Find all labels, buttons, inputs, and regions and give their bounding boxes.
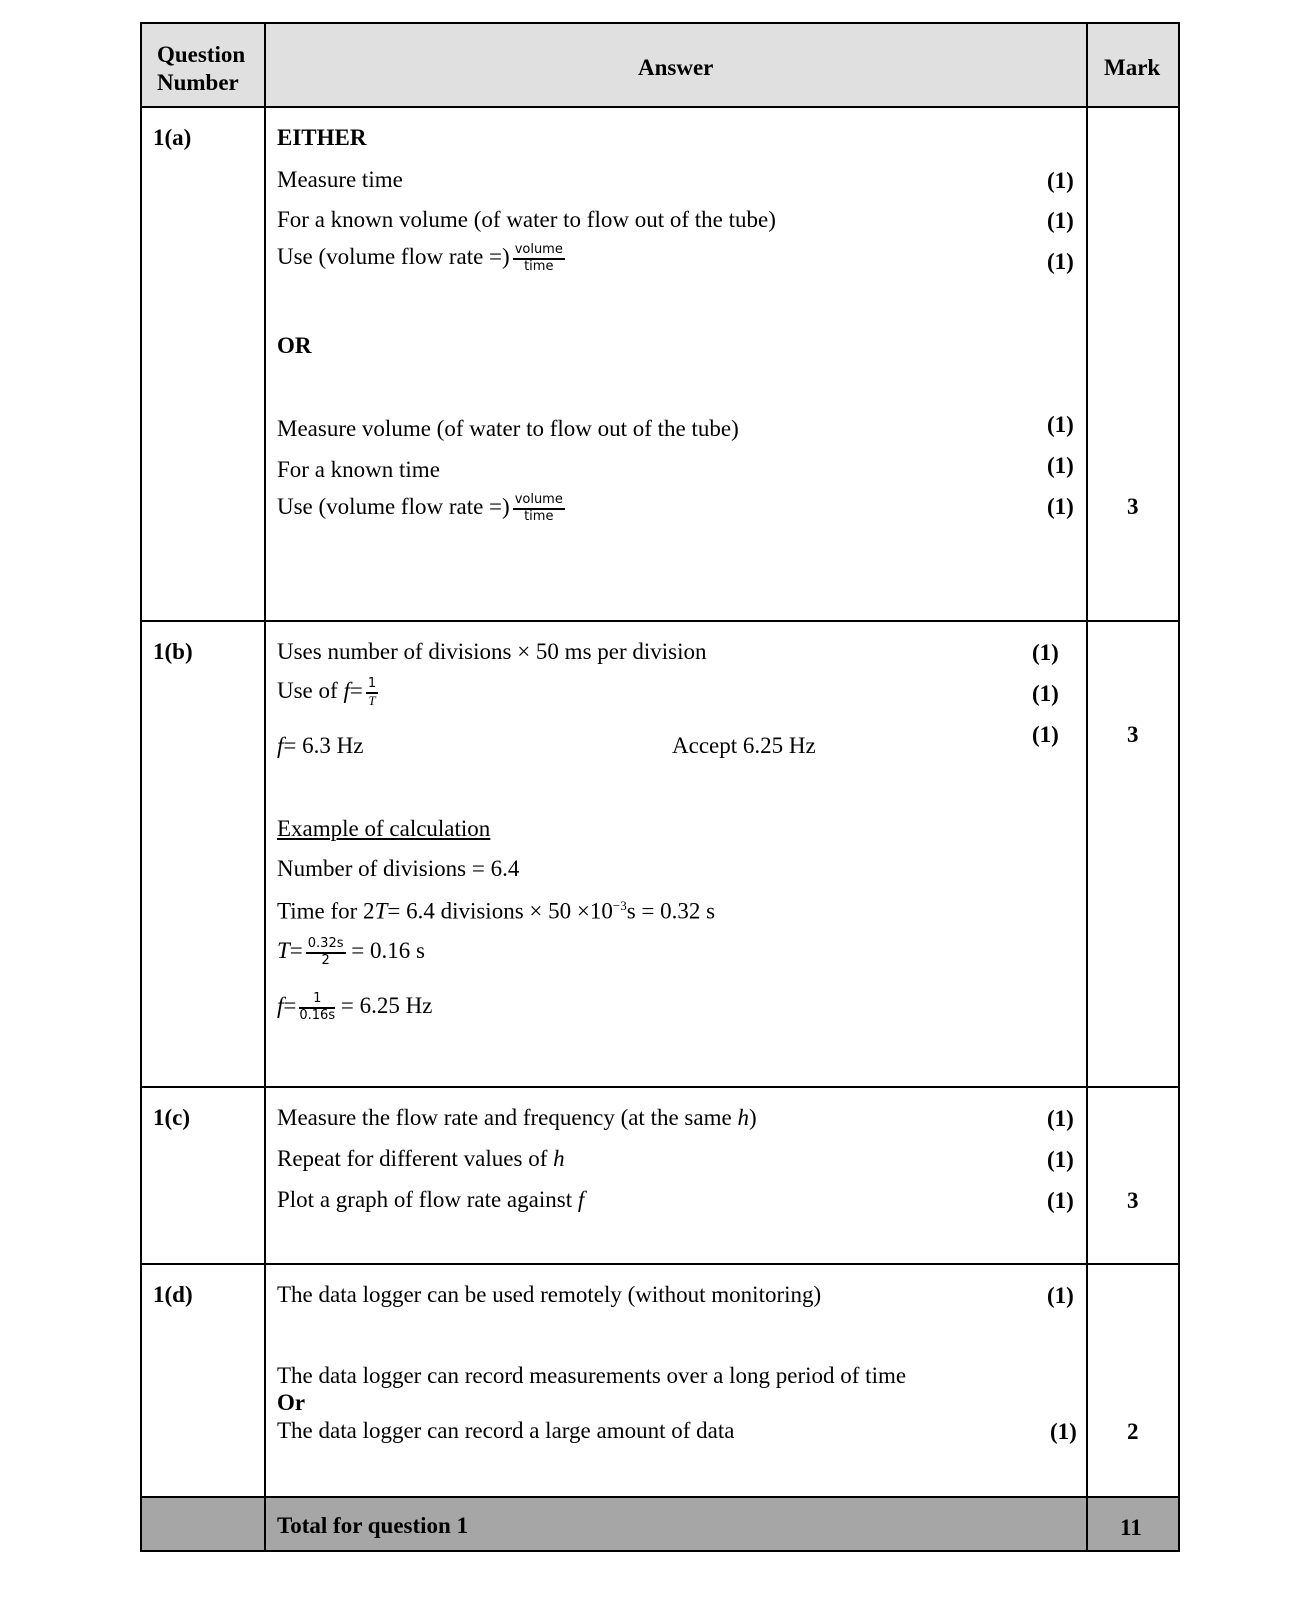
numerator: volume — [513, 493, 565, 510]
answer-text: Plot a graph of flow rate against — [277, 1187, 573, 1212]
equals: = — [289, 938, 303, 964]
mark-point: (1) — [1047, 1106, 1074, 1131]
symbol: T — [277, 938, 290, 964]
row-1d — [142, 1265, 1178, 1498]
mark-point: (1) — [1032, 722, 1059, 747]
mark-point: (1) — [1047, 249, 1074, 274]
denominator: 0.16s — [299, 1007, 336, 1023]
header-mark: Mark — [1104, 55, 1161, 80]
answer-line: The data logger can record measurements over a long period of time — [277, 1363, 907, 1388]
calc-line: Number of divisions = 6.4 — [277, 856, 520, 881]
fraction — [513, 493, 565, 525]
equals: = — [349, 678, 363, 704]
denominator: time — [524, 508, 554, 524]
numerator: 1 — [366, 677, 378, 694]
symbol: h — [737, 1105, 749, 1130]
header-question-number: Question Number — [157, 42, 246, 95]
calc-text: s = 0.32 s — [626, 898, 716, 924]
mark-point: (1) — [1047, 412, 1074, 437]
answer-text: Repeat for different values of — [277, 1146, 548, 1171]
row-1b — [142, 622, 1178, 1088]
question-label: 1(d) — [153, 1282, 193, 1307]
calc-text: Time for 2 — [277, 898, 375, 924]
mark-point: (1) — [1047, 494, 1074, 519]
answer-line — [277, 1188, 584, 1211]
total-label: Total for question 1 — [277, 1513, 469, 1538]
calc-line — [277, 899, 715, 923]
calc-text: = 0.16 s — [351, 938, 425, 964]
or-label: OR — [277, 333, 312, 358]
numerator: 0.32s — [306, 937, 346, 954]
total-mark: 3 — [1127, 722, 1139, 747]
numerator: volume — [513, 243, 565, 260]
symbol: f — [277, 733, 284, 758]
equals: = — [283, 993, 297, 1019]
mark-point: (1) — [1047, 1283, 1074, 1308]
answer-line — [277, 493, 565, 525]
or-label: Or — [277, 1390, 306, 1415]
denominator: time — [524, 258, 554, 274]
answer-line: For a known time — [277, 457, 440, 482]
calc-line — [277, 937, 425, 969]
mark-point: (1) — [1047, 208, 1074, 233]
mark-scheme-table — [140, 22, 1180, 1552]
answer-line — [277, 243, 565, 275]
row-1c — [142, 1088, 1178, 1265]
answer-text: Measure the flow rate and frequency (at the same — [277, 1105, 732, 1130]
total-row — [142, 1498, 1178, 1550]
total-mark: 11 — [1120, 1515, 1142, 1540]
answer-line: Measure time — [277, 167, 403, 192]
answer-text: Use (volume flow rate =) — [277, 494, 510, 520]
denominator: 2 — [321, 952, 330, 968]
denominator: T — [368, 692, 376, 708]
answer-line: Uses number of divisions × 50 ms per division — [277, 639, 707, 664]
row-1a — [142, 108, 1178, 622]
accept-note: Accept 6.25 Hz — [672, 733, 816, 758]
column-divider — [1086, 24, 1088, 1550]
mark-point: (1) — [1047, 453, 1074, 478]
mark-point: (1) — [1047, 1147, 1074, 1172]
answer-line: Measure volume (of water to flow out of the tube) — [277, 416, 739, 441]
fraction — [366, 677, 378, 709]
total-mark: 3 — [1127, 494, 1139, 519]
symbol: f — [343, 678, 350, 704]
answer-line — [277, 734, 363, 757]
answer-line — [277, 1147, 565, 1170]
fraction — [513, 243, 565, 275]
calc-line — [277, 992, 432, 1024]
mark-point: (1) — [1047, 1188, 1074, 1213]
answer-line — [277, 677, 378, 709]
answer-text: Use of — [277, 678, 338, 704]
total-mark: 3 — [1127, 1188, 1139, 1213]
mark-point: (1) — [1047, 168, 1074, 193]
mark-point: (1) — [1032, 681, 1059, 706]
mark-point: (1) — [1050, 1419, 1077, 1444]
column-divider — [264, 24, 266, 1550]
header-answer: Answer — [638, 55, 714, 80]
answer-line: The data logger can record a large amount of data — [277, 1418, 735, 1443]
symbol: h — [553, 1146, 565, 1171]
answer-line — [277, 1106, 757, 1129]
answer-text: ) — [748, 1105, 757, 1130]
numerator: 1 — [299, 992, 335, 1009]
symbol: f — [277, 993, 284, 1019]
answer-line: For a known volume (of water to flow out of the tube) — [277, 207, 776, 232]
calc-text: = 6.25 Hz — [340, 993, 433, 1019]
example-heading: Example of calculation — [277, 816, 491, 841]
symbol: f — [577, 1187, 585, 1212]
question-label: 1(c) — [153, 1105, 191, 1130]
total-mark: 2 — [1127, 1419, 1139, 1444]
answer-text: Use (volume flow rate =) — [277, 244, 510, 270]
mark-point: (1) — [1032, 640, 1059, 665]
question-label: 1(b) — [153, 639, 193, 664]
header-row — [142, 24, 1178, 108]
answer-text: = 6.3 Hz — [283, 733, 364, 758]
fraction — [306, 937, 346, 969]
fraction — [299, 992, 335, 1024]
exponent: −3 — [612, 898, 627, 913]
answer-line: The data logger can be used remotely (without monitoring) — [277, 1282, 822, 1307]
either-label: EITHER — [277, 125, 367, 150]
calc-text: = 6.4 divisions × 50 ×10 — [387, 898, 613, 924]
question-label: 1(a) — [153, 125, 192, 150]
symbol: T — [374, 898, 388, 924]
